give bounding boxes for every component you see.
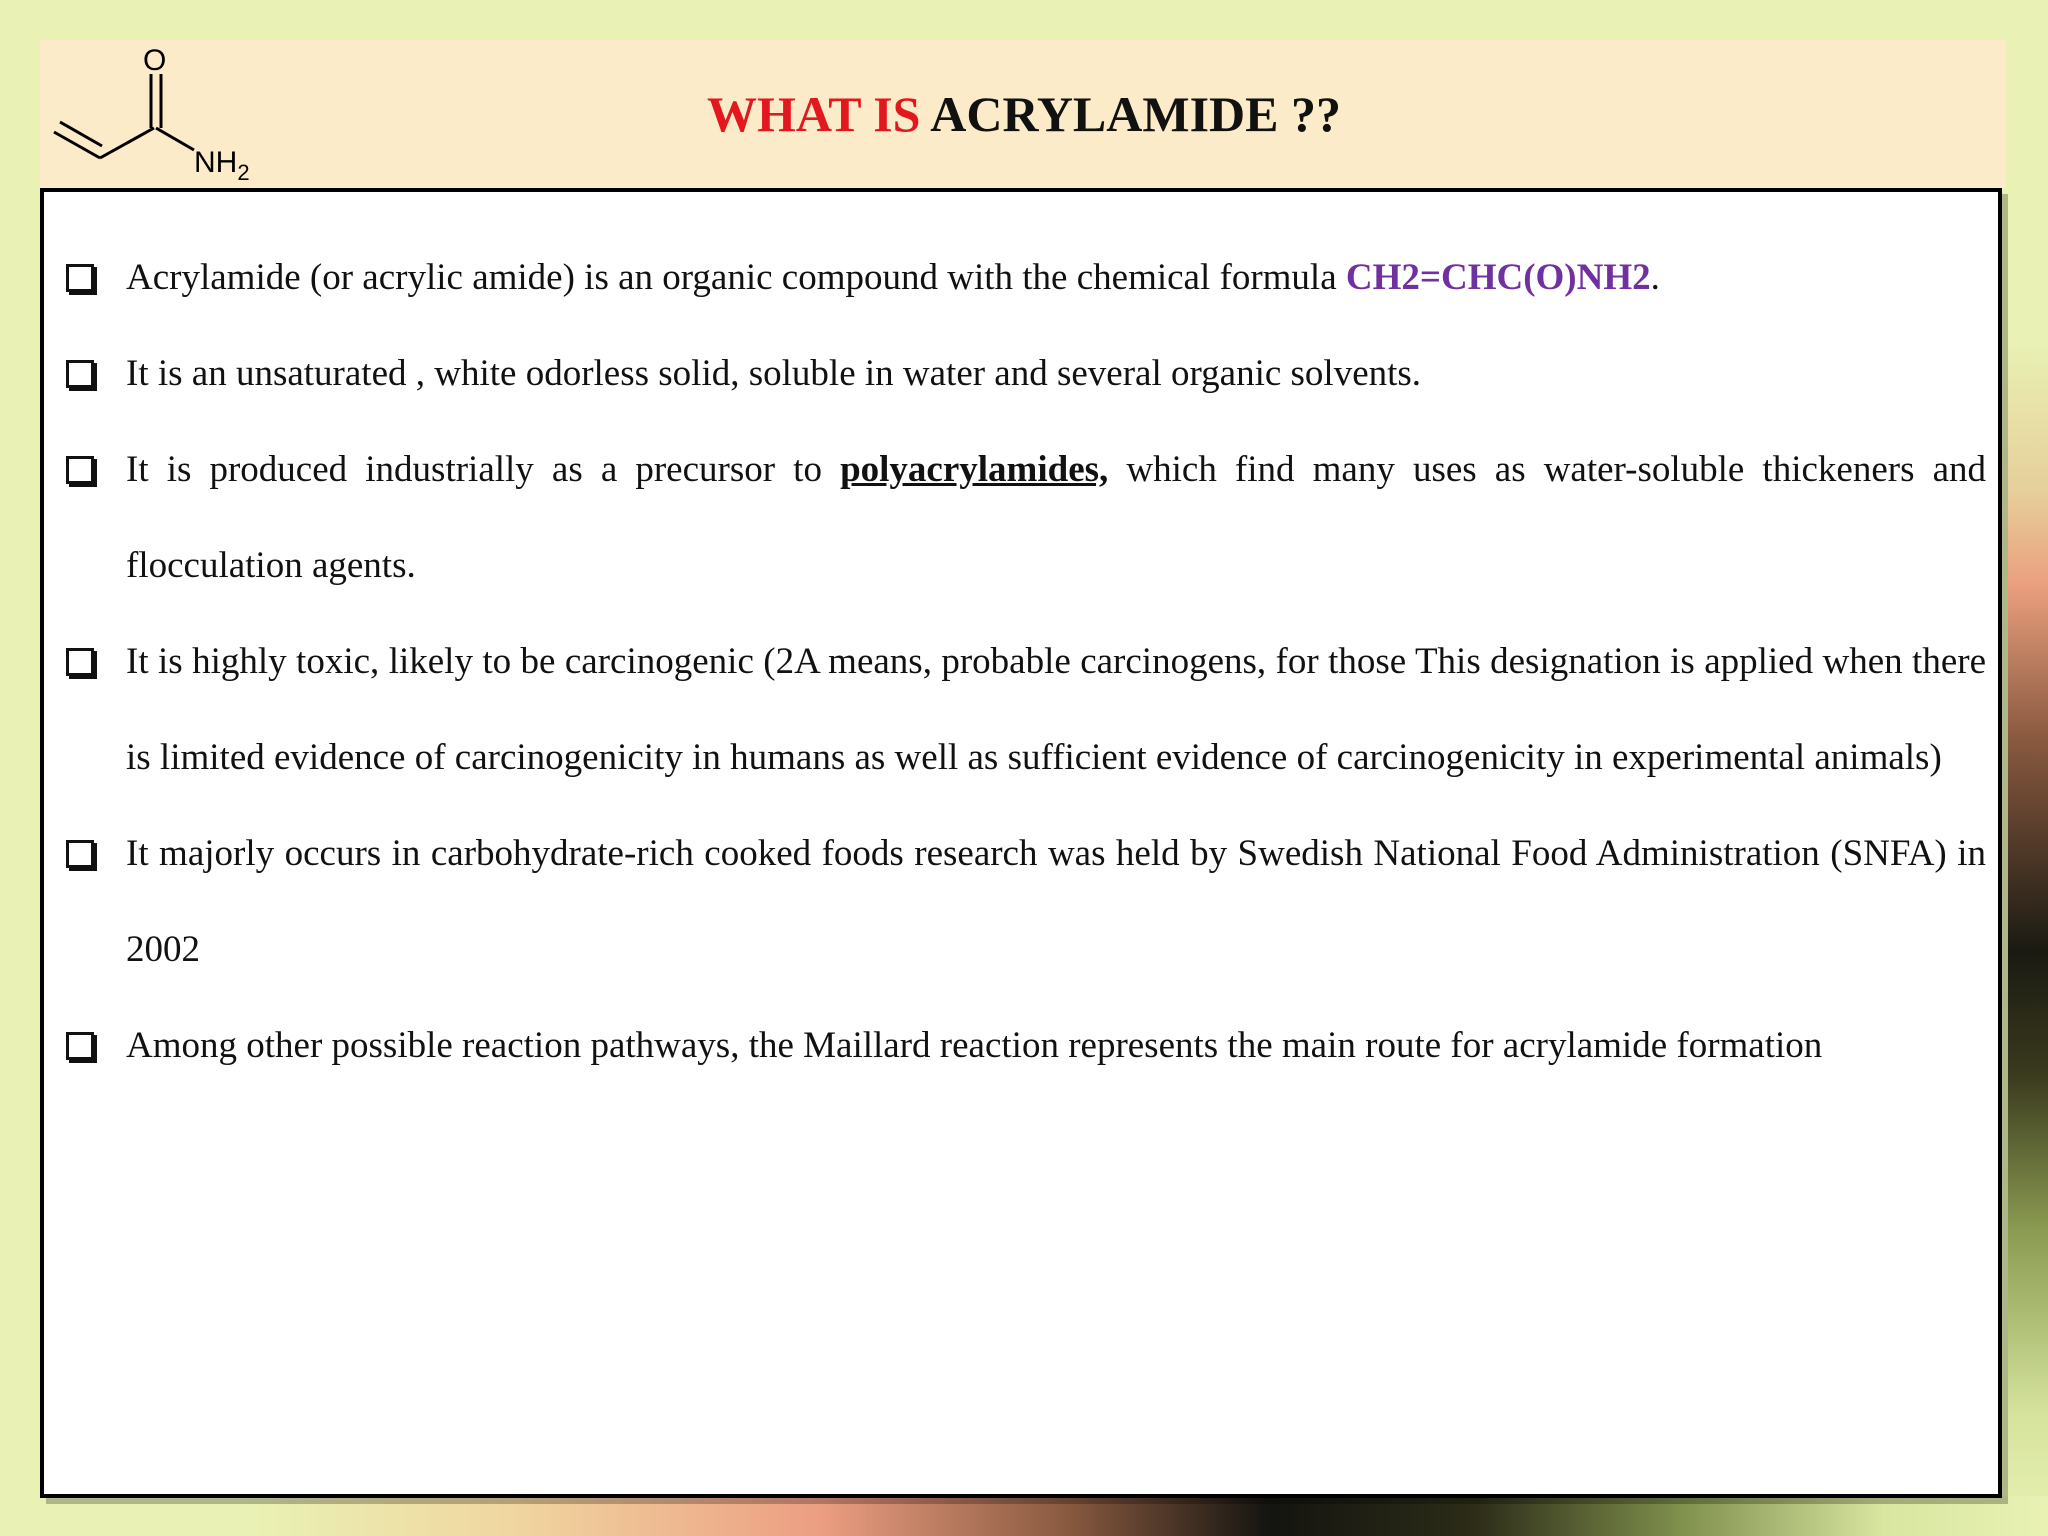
checkbox-square-icon bbox=[66, 456, 94, 484]
bullet-item-toxicity bbox=[62, 614, 1986, 806]
checkbox-square-icon bbox=[66, 840, 94, 868]
title-part-what-is: WHAT IS bbox=[706, 86, 921, 142]
amine-label-main: NH bbox=[194, 146, 238, 179]
bullet-item-formula bbox=[62, 230, 1986, 326]
polyacrylamides-emphasis: polyacrylamides, bbox=[840, 449, 1109, 490]
chemical-formula: CH2=CHC(O)NH2 bbox=[1345, 257, 1651, 298]
bullet-text-end: which find many uses as water-soluble thickeners and flocculation agents. bbox=[126, 449, 1986, 586]
checkbox-square-icon bbox=[66, 264, 94, 292]
bullet-item-production bbox=[62, 422, 1986, 614]
bullet-item-properties bbox=[62, 326, 1986, 422]
page-title bbox=[0, 84, 2048, 144]
bullet-item-maillard bbox=[62, 998, 1986, 1094]
checkbox-square-icon bbox=[66, 360, 94, 388]
decorative-edge-right bbox=[2008, 0, 2048, 1536]
checkbox-square-icon bbox=[66, 648, 94, 676]
amine-label-subscript: 2 bbox=[237, 160, 250, 184]
amine-label bbox=[194, 146, 250, 184]
bullet-text: Acrylamide (or acrylic amide) is an organic compound with the chemical formula bbox=[126, 257, 1346, 298]
title-part-acrylamide: ACRYLAMIDE ?? bbox=[930, 86, 1341, 142]
bullet-text: It majorly occurs in carbohydrate-rich cooked foods research was held by Swedish National Food Administration (SNFA) in 2002 bbox=[126, 833, 1986, 970]
bullet-item-occurrence bbox=[62, 806, 1986, 998]
bullet-text: Among other possible reaction pathways, the Maillard reaction represents the main route for acrylamide formation bbox=[126, 1025, 1823, 1066]
bullet-text: It is highly toxic, likely to be carcinogenic (2A means, probable carcinogens, for those This designation is applied when there is limited evidence of carcinogenicity in humans as well as sufficient evidence of carcinogenicity in experimental animals) bbox=[126, 641, 1986, 778]
checkbox-square-icon bbox=[66, 1032, 94, 1060]
bullet-text: It is produced industrially as a precursor to bbox=[126, 449, 841, 490]
bullet-list bbox=[62, 230, 1986, 1094]
bullet-text: It is an unsaturated , white odorless solid, soluble in water and several organic solvents. bbox=[126, 353, 1422, 394]
bullet-text-end: . bbox=[1650, 257, 1660, 298]
oxygen-label: O bbox=[143, 44, 167, 77]
